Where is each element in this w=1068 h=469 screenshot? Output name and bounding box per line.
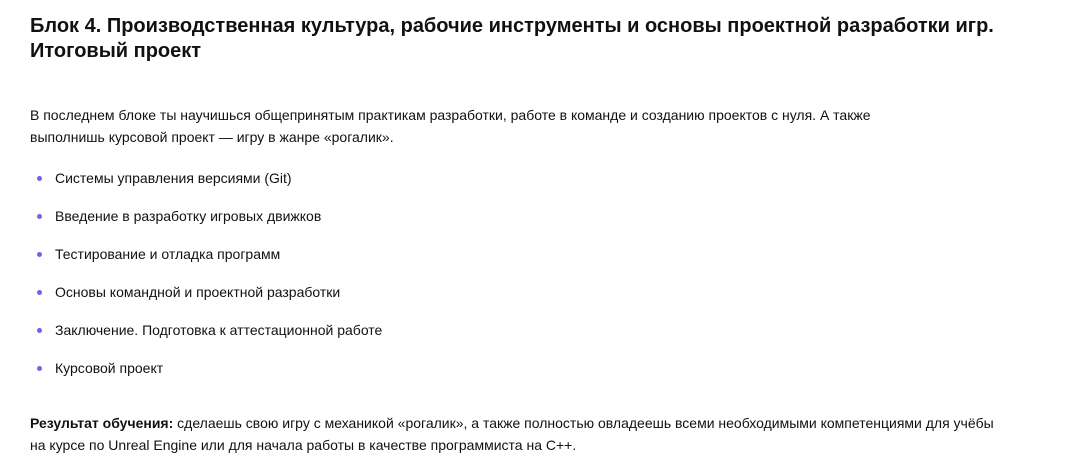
topics-list [30,168,1030,378]
learning-result [30,412,1010,456]
list-item [30,168,1030,188]
bullet-dot-icon [37,252,42,257]
list-item [30,320,1030,340]
topic-label: Введение в разработку игровых движков [55,208,322,224]
topic-label: Основы командной и проектной разработки [55,284,341,300]
bullet-dot-icon [37,328,42,333]
topic-label: Тестирование и отладка программ [55,246,281,262]
list-item [30,358,1030,378]
block-title: Блок 4. Производственная культура, рабочие инструменты и основы проектной разработки игр. Итоговый проект [30,15,994,62]
topic-label: Заключение. Подготовка к аттестационной работе [55,322,383,338]
bullet-dot-icon [37,290,42,295]
bullet-dot-icon [37,214,42,219]
list-item [30,206,1030,226]
result-label: Результат обучения: [30,415,174,431]
bullet-dot-icon [37,366,42,371]
topic-label: Системы управления версиями (Git) [55,170,292,186]
result-text: сделаешь свою игру с механикой «рогалик», а также полностью овладеешь всеми необходимыми компетенциями для учёбы на курсе по Unreal Engine или для начала работы в качестве программиста на C++. [30,415,994,453]
list-item [30,244,1030,264]
bullet-dot-icon [37,176,42,181]
list-item [30,282,1030,302]
topic-label: Курсовой проект [55,360,164,376]
block-intro: В последнем блоке ты научишься общепринятым практикам разработки, работе в команде и созданию проектов с нуля. А также выполнишь курсовой проект — игру в жанре «рогалик». [30,107,871,145]
course-block-section [30,14,1030,456]
